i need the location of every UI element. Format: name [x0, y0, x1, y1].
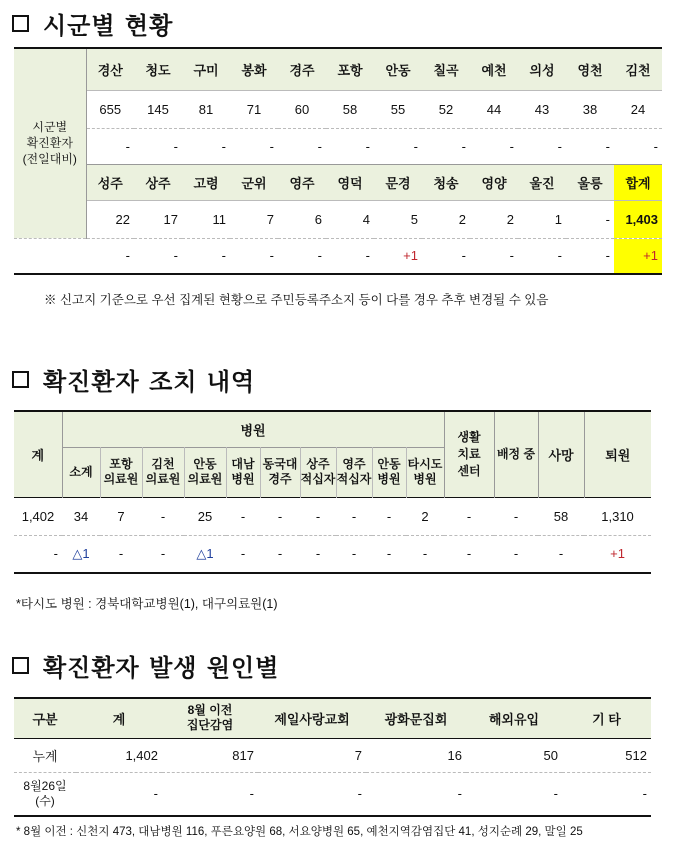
city-change: - — [173, 138, 178, 154]
city-total: 71 — [246, 101, 262, 117]
causes-header: 계 — [112, 711, 126, 727]
city-total: 60 — [294, 101, 310, 117]
city-name: 김천 — [625, 62, 651, 78]
city-change: - — [365, 248, 370, 264]
city-total: 43 — [534, 101, 550, 117]
measures-cell: 7 — [117, 508, 125, 524]
measures-change: - — [422, 546, 428, 562]
city-change: - — [125, 138, 130, 154]
city-total: 44 — [486, 101, 502, 117]
city-change: - — [461, 248, 466, 264]
city-name: 영주 — [278, 164, 326, 200]
measures-header-assigning: 배정 중 — [494, 411, 538, 497]
measures-cell: 58 — [553, 508, 569, 524]
measures-sub-header: 안동 의료원 — [184, 447, 226, 497]
measures-change: - — [240, 546, 246, 562]
causes-cell: - — [642, 786, 647, 802]
causes-table — [14, 697, 651, 817]
measures-cell: - — [240, 508, 246, 524]
measures-sub-header: 타시도 병원 — [406, 447, 444, 497]
city-name: 경산 — [97, 62, 123, 78]
measures-change: - — [53, 546, 58, 562]
city-name: 문경 — [374, 164, 422, 200]
city-total: 22 — [115, 211, 130, 227]
measures-change: - — [315, 546, 321, 562]
causes-header: 구분 — [32, 711, 58, 727]
city-name: 고령 — [182, 164, 230, 200]
causes-cell: - — [153, 786, 158, 802]
measures-header-total: 계 — [14, 411, 62, 497]
measures-change: △1 — [72, 545, 90, 561]
section-title-city: 시군별 현황 — [12, 6, 173, 41]
city-total: 11 — [212, 211, 226, 227]
checkbox-square-icon — [12, 15, 29, 32]
city-name: 울진 — [518, 164, 566, 200]
city-name: 안동 — [385, 62, 411, 78]
city-total: 7 — [266, 211, 274, 227]
city-change: - — [317, 248, 322, 264]
city-total: 6 — [314, 211, 322, 227]
city-name: 청도 — [145, 62, 171, 78]
city-total: 2 — [506, 211, 514, 227]
city-total: 52 — [438, 101, 454, 117]
city-change: - — [557, 248, 562, 264]
causes-cell: 817 — [232, 747, 254, 763]
city-name: 영덕 — [326, 164, 374, 200]
city-change: - — [317, 138, 322, 154]
city-name: 포항 — [337, 62, 363, 78]
city-name: 울릉 — [566, 164, 614, 200]
measures-sub-header: 김천 의료원 — [142, 447, 184, 497]
causes-row-label: 8월26일 (수) — [23, 778, 67, 808]
causes-cell: - — [553, 786, 558, 802]
measures-note: *타시도 병원 : 경북대학교병원(1), 대구의료원(1) — [16, 597, 278, 611]
checkbox-square-icon — [12, 371, 29, 388]
city-total: 17 — [163, 211, 178, 227]
city-change: - — [653, 138, 658, 154]
city-total: 1 — [554, 211, 562, 227]
city-total: 38 — [582, 101, 598, 117]
measures-sub-header: 대남 병원 — [226, 447, 260, 497]
measures-cell: - — [513, 508, 519, 524]
city-total: 4 — [362, 211, 370, 227]
city-change: - — [509, 138, 514, 154]
measures-header-discharge: 퇴원 — [605, 447, 631, 463]
section-title-causes: 확진환자 발생 원인별 — [12, 648, 279, 683]
city-total: 145 — [147, 101, 169, 117]
city-name: 영양 — [470, 164, 518, 200]
causes-header: 광화문집회 — [384, 711, 448, 727]
measures-change: - — [466, 546, 472, 562]
city-change: - — [605, 248, 610, 264]
measures-header-living: 생활 치료 센터 — [444, 411, 494, 497]
city-change: +1 — [403, 248, 418, 264]
measures-sub-header: 안동 병원 — [372, 447, 406, 497]
causes-cell: 7 — [354, 747, 362, 763]
measures-sub-header: 소계 — [62, 447, 100, 497]
city-name: 칠곡 — [433, 62, 459, 78]
measures-change: △1 — [196, 545, 214, 561]
causes-header: 해외유입 — [488, 711, 540, 727]
causes-header: 8월 이전 집단감염 — [186, 703, 234, 733]
measures-sub-header: 포항 의료원 — [100, 447, 142, 497]
city-total: - — [605, 211, 610, 227]
measures-change: - — [558, 546, 564, 562]
city-change: - — [461, 138, 466, 154]
city-name: 상주 — [134, 164, 182, 200]
city-change: - — [509, 248, 514, 264]
city-name: 군위 — [230, 164, 278, 200]
causes-row-label: 누계 — [32, 748, 58, 764]
city-total: 58 — [342, 101, 358, 117]
measures-header-death: 사망 — [538, 411, 584, 497]
city-change: - — [269, 248, 274, 264]
measures-cell: 25 — [197, 508, 213, 524]
section-title-measures: 확진환자 조치 내역 — [12, 362, 255, 397]
measures-cell: - — [351, 508, 357, 524]
measures-cell: 34 — [73, 508, 89, 524]
checkbox-square-icon — [12, 657, 29, 674]
causes-cell: - — [357, 786, 362, 802]
city-name: 봉화 — [241, 62, 267, 78]
city-change: - — [221, 138, 226, 154]
causes-note: * 8월 이전 : 신천지 473, 대남병원 116, 푸른요양원 68, 서요양병원 65, 예천지역감염집단 41, 성지순례 29, 말일 25 — [16, 826, 583, 838]
measures-change: - — [118, 546, 124, 562]
city-change: - — [413, 138, 418, 154]
city-change: - — [557, 138, 562, 154]
city-total: 81 — [198, 101, 214, 117]
city-change: - — [125, 248, 130, 264]
measures-sub-header: 영주 적십자 — [336, 447, 372, 497]
measures-cell: - — [277, 508, 283, 524]
measures-change: +1 — [610, 546, 625, 562]
measures-header-hospital: 병원 — [62, 411, 444, 447]
measures-cell: - — [466, 508, 472, 524]
city-change-sum: +1 — [614, 238, 662, 274]
city-side-label: 시군별 확진환자 (전일대비) — [14, 48, 86, 238]
city-note: ※ 신고지 기준으로 우선 집계된 현황으로 주민등록주소지 등이 다를 경우 추후 변경될 수 있음 — [44, 293, 549, 307]
city-name: 의성 — [529, 62, 555, 78]
causes-header: 기 타 — [592, 711, 621, 727]
city-table — [14, 47, 662, 275]
measures-cell: 1,310 — [601, 508, 634, 524]
measures-cell: - — [160, 508, 166, 524]
causes-cell: 16 — [447, 747, 462, 763]
causes-cell: 512 — [625, 747, 647, 763]
city-change: - — [365, 138, 370, 154]
city-total: 5 — [410, 211, 418, 227]
measures-cell: - — [386, 508, 392, 524]
causes-header: 제일사랑교회 — [274, 711, 350, 727]
city-change: - — [269, 138, 274, 154]
city-name: 청송 — [422, 164, 470, 200]
measures-change: - — [386, 546, 392, 562]
measures-change: - — [160, 546, 166, 562]
measures-sub-header: 동국대 경주 — [260, 447, 300, 497]
city-name: 경주 — [289, 62, 315, 78]
city-change: - — [221, 248, 226, 264]
measures-cell: 1,402 — [21, 508, 55, 524]
causes-cell: - — [249, 786, 254, 802]
city-total: 2 — [458, 211, 466, 227]
city-change: - — [173, 248, 178, 264]
city-name-sum: 합계 — [614, 164, 662, 200]
causes-cell: 1,402 — [125, 747, 158, 763]
city-change: - — [605, 138, 610, 154]
measures-change: - — [351, 546, 357, 562]
city-total: 24 — [630, 101, 646, 117]
measures-change: - — [513, 546, 519, 562]
city-total: 55 — [390, 101, 406, 117]
causes-cell: - — [457, 786, 462, 802]
causes-cell: 50 — [543, 747, 558, 763]
city-total: 655 — [99, 101, 122, 117]
measures-change: - — [277, 546, 283, 562]
measures-cell: - — [315, 508, 321, 524]
measures-table — [14, 410, 651, 574]
city-name: 구미 — [193, 62, 219, 78]
measures-cell: 2 — [421, 508, 429, 524]
city-total-sum: 1,403 — [614, 200, 662, 238]
city-name: 성주 — [86, 164, 134, 200]
city-name: 영천 — [577, 62, 603, 78]
measures-sub-header: 상주 적십자 — [300, 447, 336, 497]
city-name: 예천 — [481, 62, 507, 78]
